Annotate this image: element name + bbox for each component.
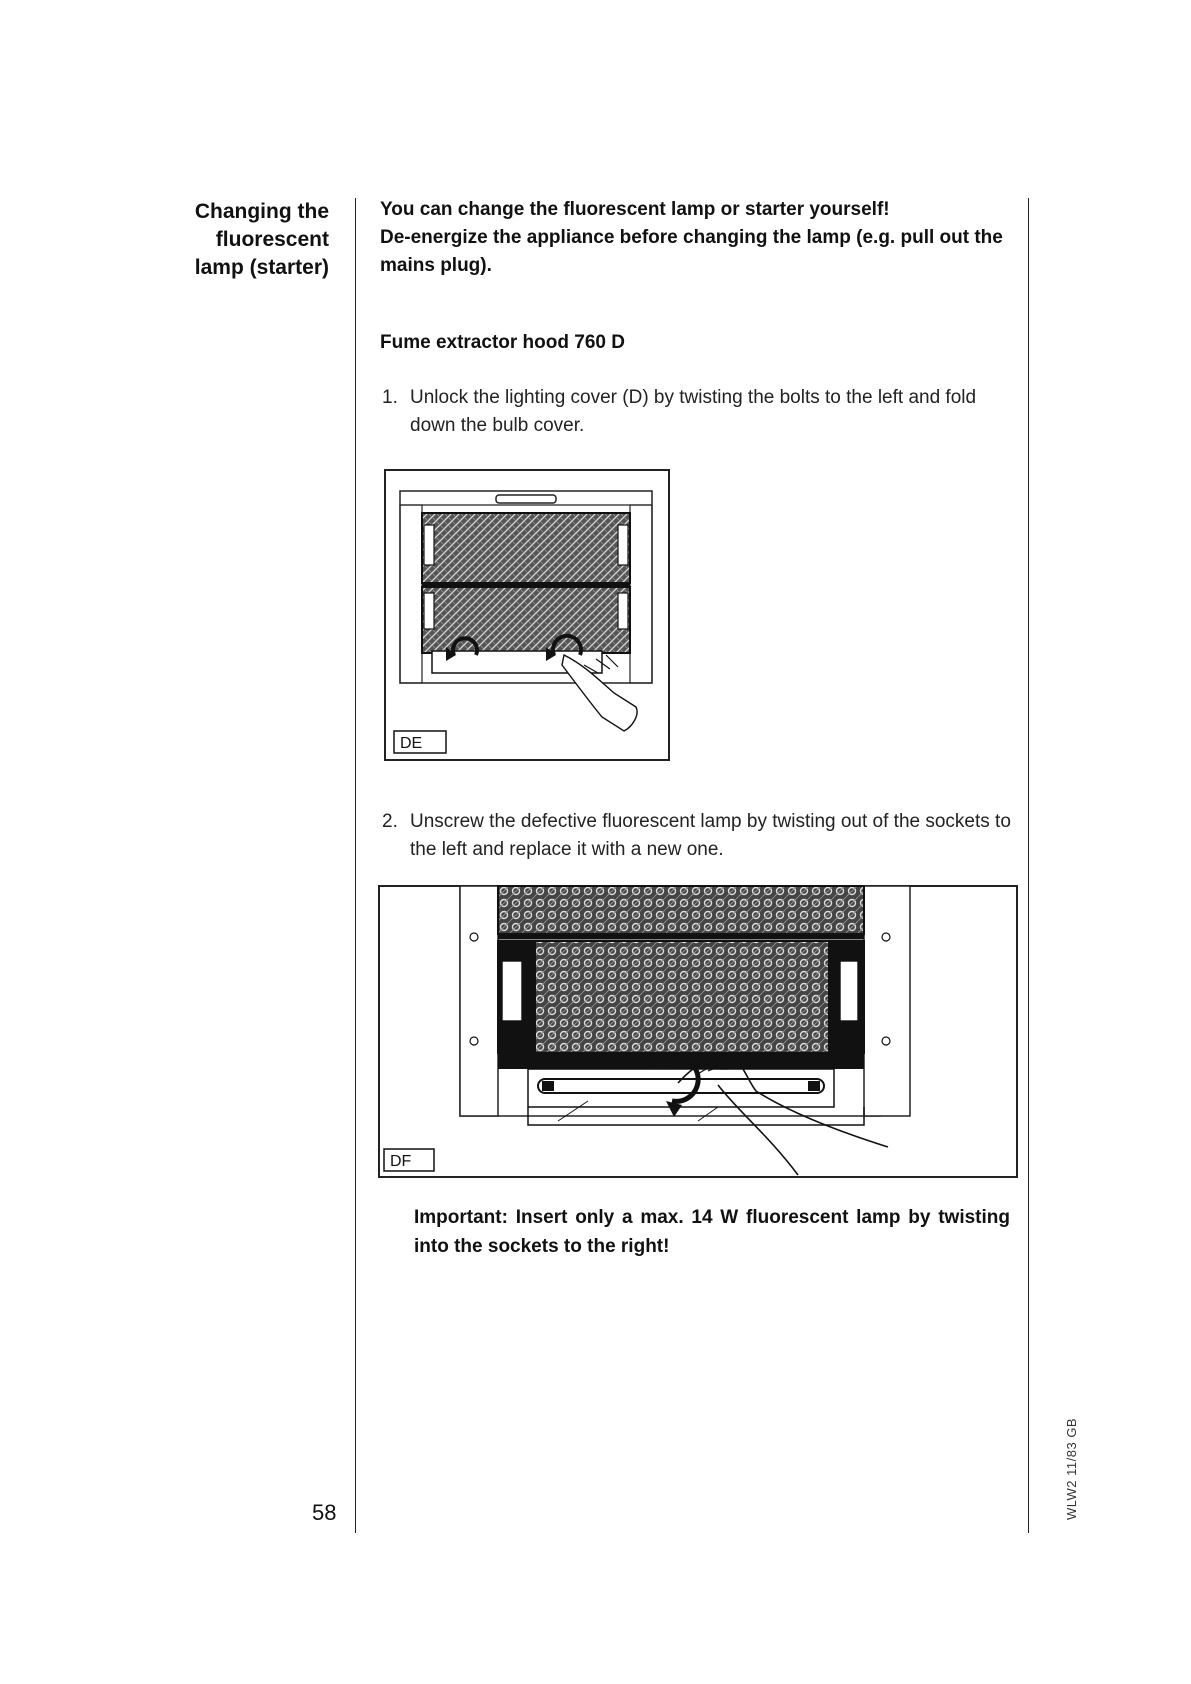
intro-line-2: De-energize the appliance before changing the lamp (e.g. pull out the mains plug). <box>380 227 1003 276</box>
important-note: Important: Insert only a max. 14 W fluorescent lamp by twisting into the sockets to the right! <box>414 1207 1010 1257</box>
document-code: WLW2 11/83 GB <box>1064 1417 1079 1520</box>
section-heading: Changing the fluorescent lamp (starter) <box>194 200 329 279</box>
step-1-text: Unlock the lighting cover (D) by twisting the bolts to the left and fold down the bulb cover. <box>410 387 977 436</box>
intro-line-1: You can change the fluorescent lamp or starter yourself! <box>380 199 890 220</box>
step-2-number: 2. <box>382 811 398 832</box>
section-title: Fume extractor hood 760 D <box>380 332 625 353</box>
step-2 <box>382 808 1012 864</box>
figure-de-illustration <box>384 469 670 761</box>
page-number: 58 <box>312 1500 337 1525</box>
intro-warning <box>380 196 1020 280</box>
left-column-rule <box>355 198 356 1533</box>
right-column-rule <box>1028 198 1029 1533</box>
figure-de-label: DE <box>400 735 423 752</box>
figure-df-label: DF <box>390 1153 412 1170</box>
step-2-text: Unscrew the defective fluorescent lamp by twisting out of the sockets to the left and replace it with a new one. <box>410 811 1011 860</box>
step-1-number: 1. <box>382 387 398 408</box>
step-1 <box>382 384 1012 440</box>
figure-df-illustration <box>378 885 1018 1178</box>
